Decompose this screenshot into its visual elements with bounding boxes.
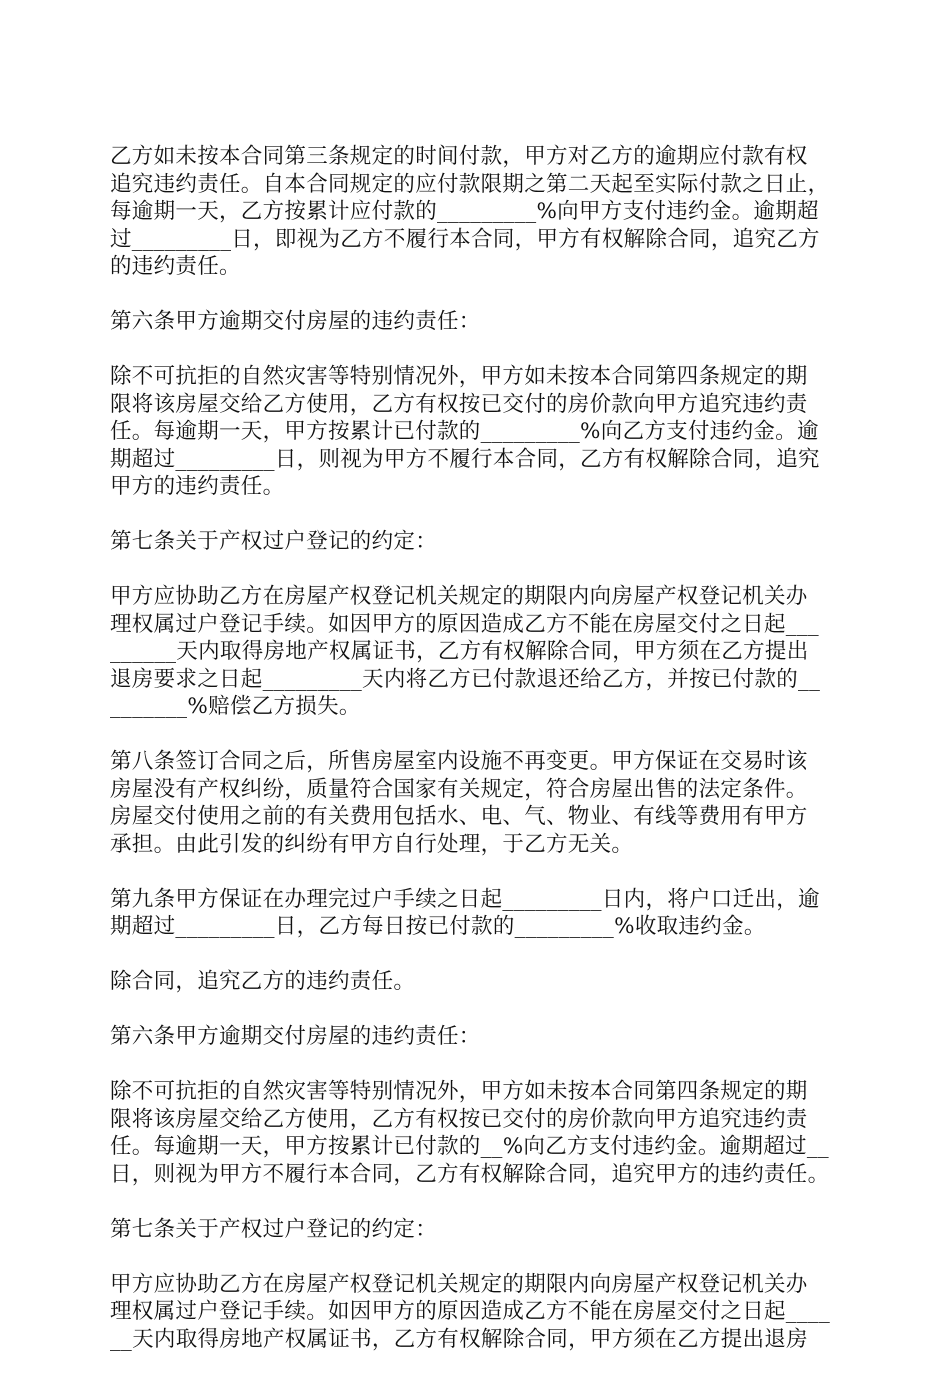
text-line: 第七条关于产权过户登记的约定： [110,529,438,554]
text-line: 除不可抗拒的自然灾害等特别情况外，甲方如未按本合同第四条规定的期 [110,1079,808,1104]
paragraph [110,143,842,281]
text-line: ______天内取得房地产权属证书，乙方有权解除合同，甲方须在乙方提出 [110,639,809,664]
text-line: __天内取得房地产权属证书，乙方有权解除合同，甲方须在乙方提出退房 [110,1326,808,1352]
text-line: 甲方应协助乙方在房屋产权登记机关规定的期限内向房屋产权登记机关办 [110,584,808,609]
paragraph [110,1023,842,1051]
paragraph [110,1078,842,1188]
text-line: 房屋交付使用之前的有关费用包括水、电、气、物业、有线等费用有甲方 [110,804,808,829]
paragraph [110,528,842,556]
text-line: 每逾期一天，乙方按累计应付款的_________%向甲方支付违约金。逾期超 [110,199,819,224]
paragraph [110,363,842,501]
paragraph [110,1216,842,1244]
text-line: 甲方的违约责任。 [110,474,285,499]
text-line: 追究违约责任。自本合同规定的应付款限期之第二天起至实际付款之日止， [110,171,830,197]
text-line: 期超过_________日，乙方每日按已付款的_________%收取违约金。 [110,914,766,939]
document-body [110,143,842,1381]
text-line: 过_________日，即视为乙方不履行本合同，甲方有权解除合同，追究乙方 [110,226,820,252]
text-line: 承担。由此引发的纠纷有甲方自行处理，于乙方无关。 [110,831,634,857]
text-line: 除不可抗拒的自然灾害等特别情况外，甲方如未按本合同第四条规定的期 [110,364,808,389]
text-line: 第六条甲方逾期交付房屋的违约责任： [110,309,481,334]
text-line: _______%赔偿乙方损失。 [110,694,361,719]
text-line: 第六条甲方逾期交付房屋的违约责任： [110,1024,481,1049]
text-line: 除合同，追究乙方的违约责任。 [110,969,416,994]
paragraph [110,308,842,336]
text-line: 理权属过户登记手续。如因甲方的原因造成乙方不能在房屋交付之日起___ [110,611,819,637]
text-line: 任。每逾期一天，甲方按累计已付款的__%向乙方支付违约金。逾期超过__ [110,1134,829,1159]
text-line: 第九条甲方保证在办理完过户手续之日起_________日内，将户口迁出，逾 [110,886,820,912]
text-line: 第七条关于产权过户登记的约定： [110,1216,438,1242]
text-line: 限将该房屋交给乙方使用，乙方有权按已交付的房价款向甲方追究违约责 [110,1106,808,1132]
text-line: 日，则视为甲方不履行本合同，乙方有权解除合同，追究甲方的违约责任。 [110,1161,830,1187]
paragraph [110,1271,842,1354]
text-line: 甲方应协助乙方在房屋产权登记机关规定的期限内向房屋产权登记机关办 [110,1271,808,1297]
text-line: 乙方如未按本合同第三条规定的时间付款，甲方对乙方的逾期应付款有权 [110,144,808,169]
text-line: 理权属过户登记手续。如因甲方的原因造成乙方不能在房屋交付之日起____ [110,1299,831,1324]
text-line: 期超过_________日，则视为甲方不履行本合同，乙方有权解除合同，追究 [110,446,820,472]
paragraph [110,748,842,858]
paragraph [110,583,842,721]
text-line: 第八条签订合同之后，所售房屋室内设施不再变更。甲方保证在交易时该 [110,749,808,774]
text-line: 限将该房屋交给乙方使用，乙方有权按已交付的房价款向甲方追究违约责 [110,391,808,417]
paragraph [110,886,842,941]
text-line: 的违约责任。 [110,254,241,279]
text-line: 任。每逾期一天，甲方按累计已付款的_________%向乙方支付违约金。逾 [110,419,819,444]
paragraph [110,968,842,996]
text-line: 房屋没有产权纠纷，质量符合国家有关规定，符合房屋出售的法定条件。 [110,776,808,802]
text-line: 退房要求之日起_________天内将乙方已付款退还给乙方，并按已付款的__ [110,666,821,692]
